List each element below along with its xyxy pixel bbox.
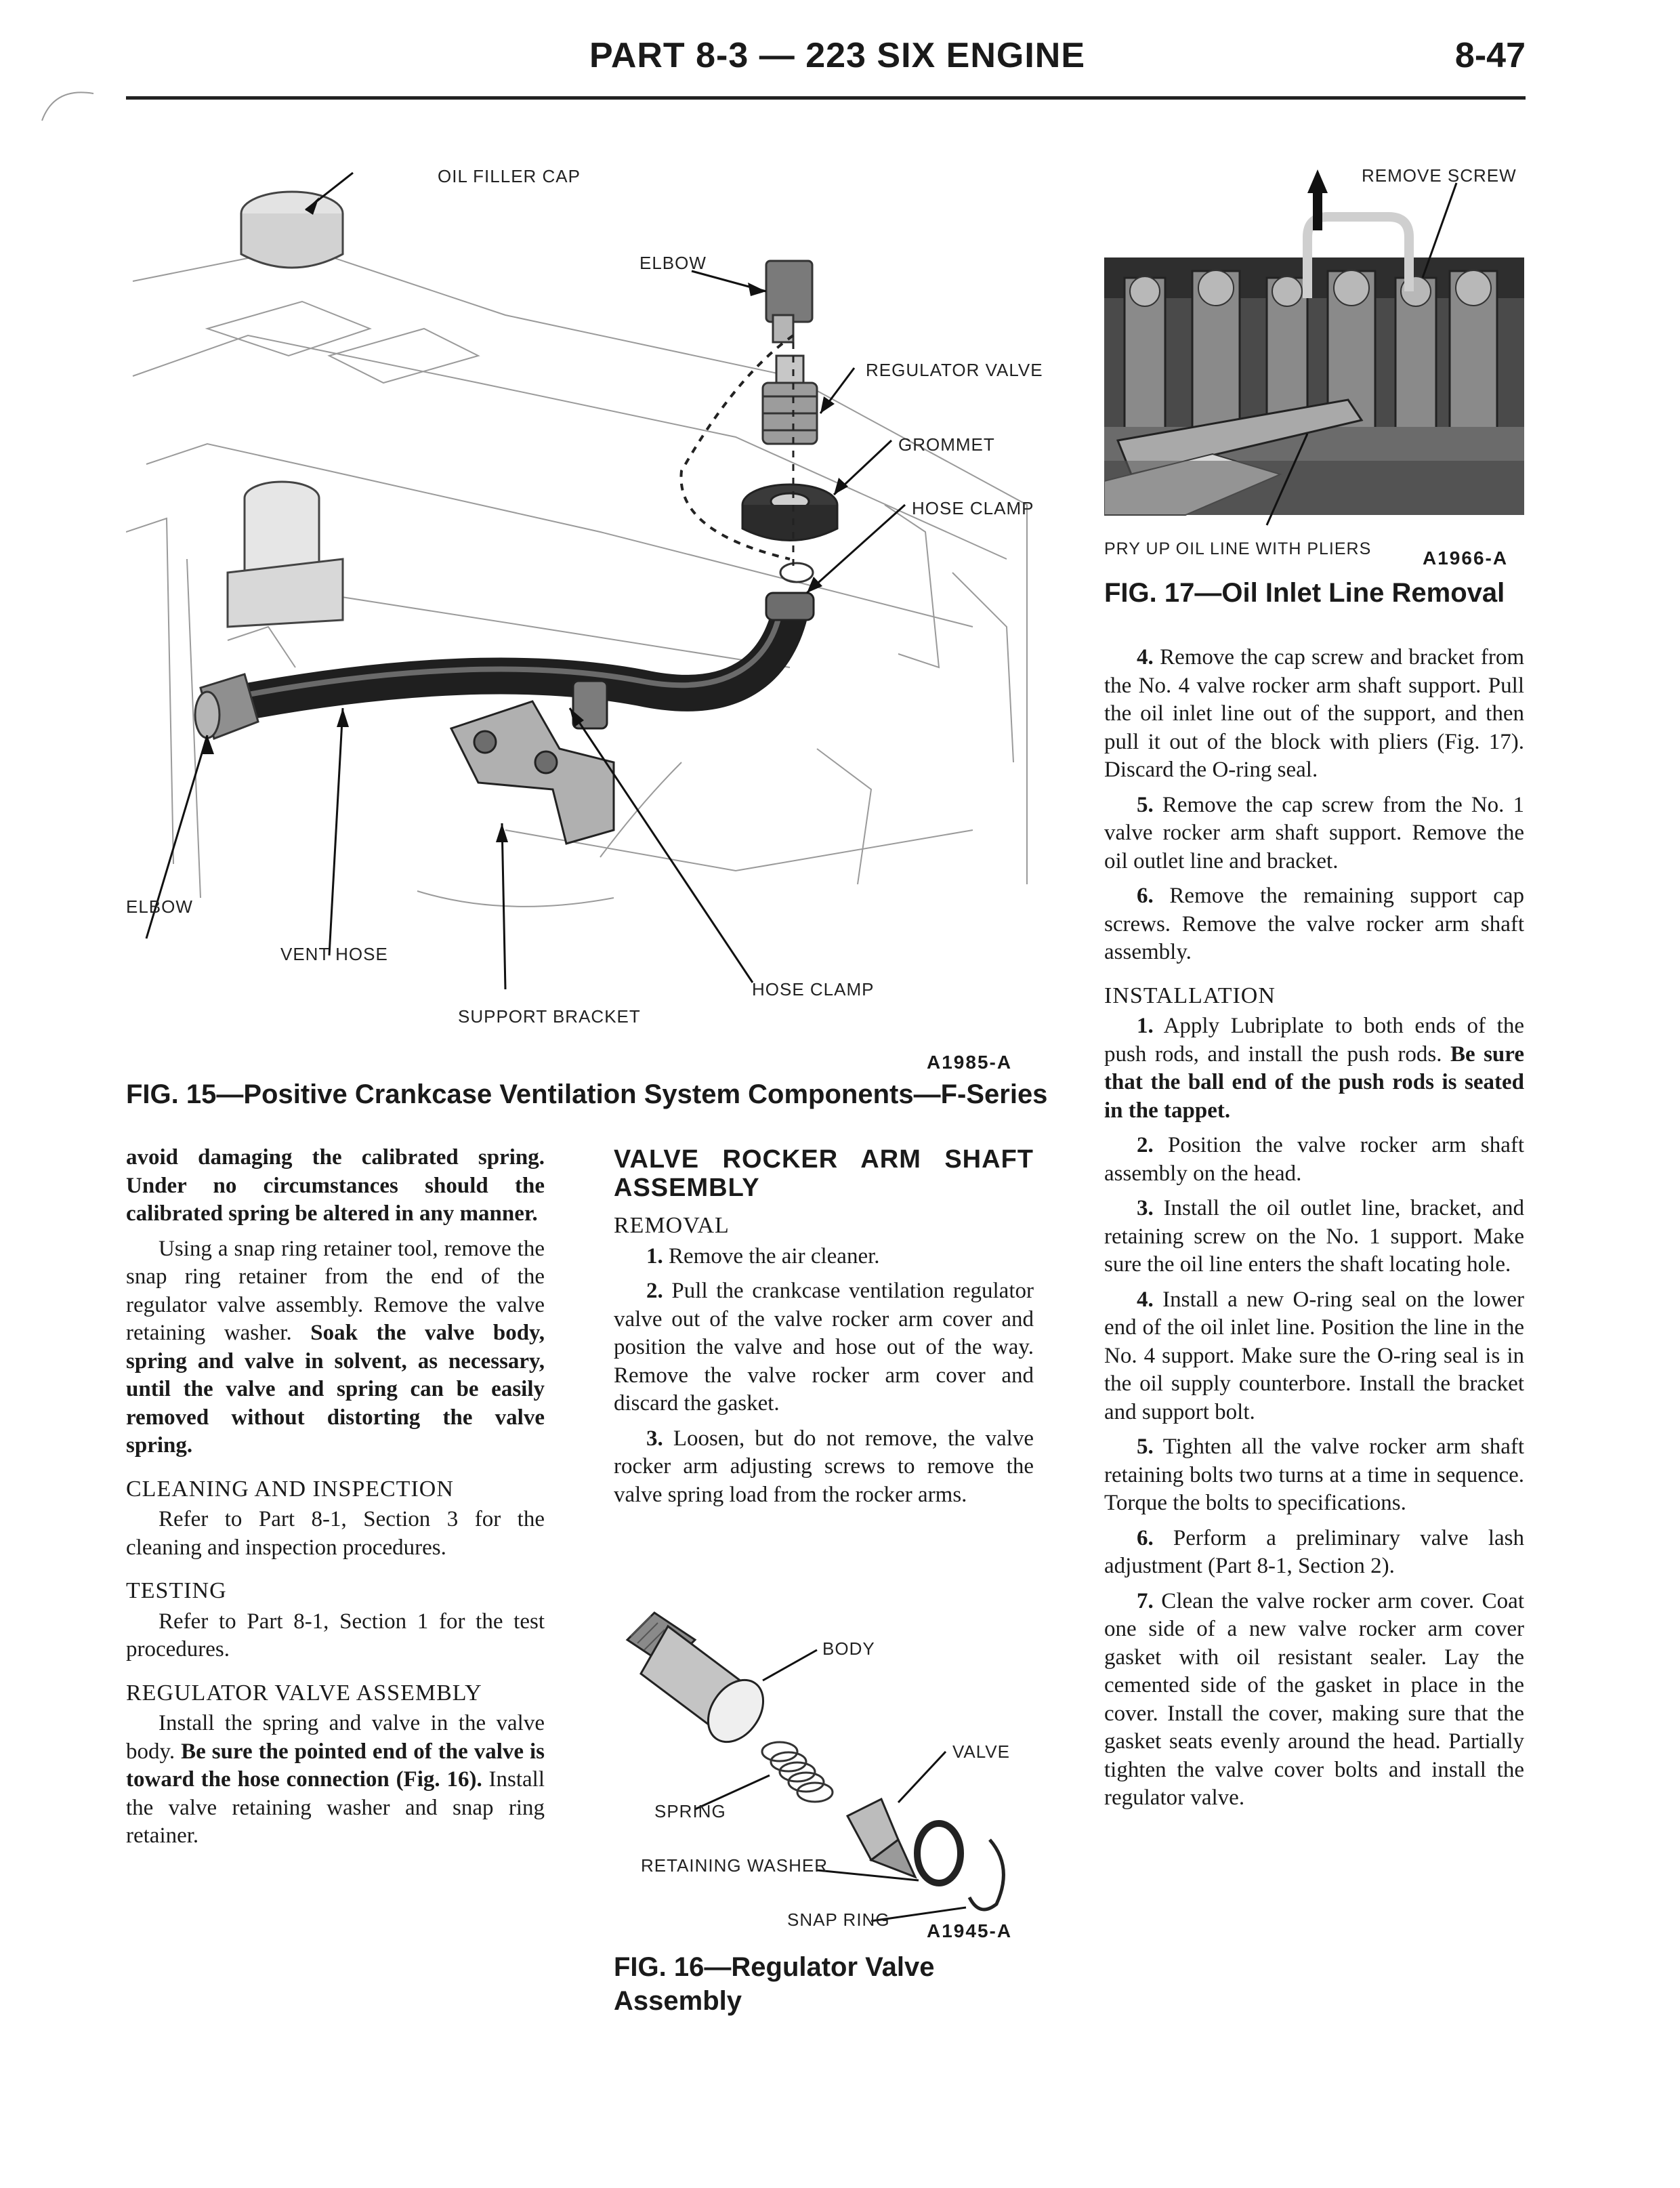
removal-step-6: 6. Remove the remaining support cap screws. Remove the valve rocker arm shaft assembly. xyxy=(1104,884,1524,964)
engine-pcv-drawing xyxy=(126,152,1054,1040)
install-step-6: 6. Perform a preliminary valve lash adjustment (Part 8-1, Section 2). xyxy=(1104,1525,1524,1578)
column-3-text xyxy=(1104,644,1524,1819)
snap-ring-paragraph: Using a snap ring retainer tool, remove the snap ring retainer from the end of the regulator valve assembly. Remove the valve retaining washer. Soak the valve body, spring and valve in solvent, as necessary, until the valve and spring can be easily removed without distorting the valve spring. xyxy=(126,1236,545,1458)
fig16-label-snap-ring: SNAP RING xyxy=(787,1910,890,1930)
removal-step-5: 5. Remove the cap screw from the No. 1 valve rocker arm shaft support. Remove the oil outlet line and bracket. xyxy=(1104,792,1524,873)
page-corner-curl xyxy=(41,81,95,122)
install-step-1: 1. Apply Lubriplate to both ends of the push rods, and install the push rods. Be sure that the ball end of the push rods is seated in the tappet. xyxy=(1104,1014,1524,1123)
fig16-label-body: BODY xyxy=(822,1638,875,1659)
page-header-title: PART 8-3 — 223 SIX ENGINE xyxy=(589,36,1086,75)
heading-regulator-valve-assembly: REGULATOR VALVE ASSEMBLY xyxy=(126,1680,482,1706)
install-step-3: 3. Install the oil outlet line, bracket, and retaining screw on the No. 1 support. Make sure the oil line enters the shaft locating hole. xyxy=(1104,1196,1524,1277)
fig15-label-elbow-left: ELBOW xyxy=(126,896,193,917)
fig17-label-remove-screw: REMOVE SCREW xyxy=(1362,165,1517,186)
fig15-label-hose-clamp-top: HOSE CLAMP xyxy=(912,498,1034,518)
fig15-label-grommet: GROMMET xyxy=(898,434,995,455)
heading-installation: INSTALLATION xyxy=(1104,983,1276,1008)
install-step-4: 4. Install a new O-ring seal on the lower end of the oil inlet line. Position the line in the No. 4 support. Make sure the O-ring seal is in the oil supply counterbore. Install the bracket and support bolt. xyxy=(1104,1287,1524,1424)
fig16-label-spring: SPRING xyxy=(654,1801,726,1821)
fig15-label-oil-filler-cap: OIL FILLER CAP xyxy=(438,166,581,186)
removal-step-2: 2. Pull the crankcase ventilation regulator valve out of the valve rocker arm cover and position the valve and hose out of the way. Remove the valve rocker arm cover and discard the gasket. xyxy=(614,1279,1034,1416)
fig15-label-regulator-valve: REGULATOR VALVE xyxy=(866,360,1043,380)
oil-line-photo xyxy=(1104,156,1524,562)
fig17-label-pry-up: PRY UP OIL LINE WITH PLIERS xyxy=(1104,539,1372,558)
removal-step-4: 4. Remove the cap screw and bracket from the No. 4 valve rocker arm shaft support. Pull the oil inlet line out of the support, and then pull it out of the block with pliers (Fig. 17). Discard the O-ring seal. xyxy=(1104,645,1524,782)
fig15-label-support-bracket: SUPPORT BRACKET xyxy=(458,1006,641,1027)
heading-testing: TESTING xyxy=(126,1578,227,1603)
regulator-paragraph: Install the spring and valve in the valve body. Be sure the pointed end of the valve is toward the hose connection (Fig. 16). Install the valve retaining washer and snap ring retainer. xyxy=(126,1711,545,1848)
intro-warning: avoid damaging the calibrated spring. Under no circumstances should the calibrated spring be altered in any manner. xyxy=(126,1145,545,1226)
fig15-label-hose-clamp-bottom: HOSE CLAMP xyxy=(752,979,875,999)
column-2-text xyxy=(614,1145,1034,1516)
install-step-7: 7. Clean the valve rocker arm cover. Coat one side of a new valve rocker arm cover gasket with oil resistant sealer. Lay the cemented side of the gasket in place in the cover. Install the cover, making sure that the gasket seats evenly around the head. Partially tighten the valve cover bolts and install the regulator valve. xyxy=(1104,1588,1524,1810)
fig15-label-elbow-top: ELBOW xyxy=(639,253,707,273)
fig15-illustration xyxy=(126,152,1054,1040)
fig15-label-vent-hose: VENT HOSE xyxy=(280,944,388,964)
heading-cleaning-inspection: CLEANING AND INSPECTION xyxy=(126,1476,454,1502)
fig16-code: A1945-A xyxy=(927,1920,1013,1941)
column-1-text xyxy=(126,1144,545,1857)
fig16-label-valve: VALVE xyxy=(952,1741,1010,1762)
removal-step-3: 3. Loosen, but do not remove, the valve rocker arm adjusting screws to remove the valve spring load from the rocker arms. xyxy=(614,1426,1034,1507)
fig16-illustration xyxy=(614,1599,1034,1938)
removal-step-1: 1. Remove the air cleaner. xyxy=(646,1243,880,1268)
cleaning-paragraph: Refer to Part 8-1, Section 3 for the cleaning and inspection procedures. xyxy=(126,1507,545,1560)
fig17-code: A1966-A xyxy=(1423,548,1509,569)
fig15-code: A1985-A xyxy=(927,1052,1013,1073)
fig16-label-retaining-washer: RETAINING WASHER xyxy=(641,1855,828,1876)
install-step-2: 2. Position the valve rocker arm shaft assembly on the head. xyxy=(1104,1133,1524,1186)
header-rule xyxy=(126,96,1526,100)
fig17-caption: FIG. 17—Oil Inlet Line Removal xyxy=(1104,578,1505,608)
testing-paragraph: Refer to Part 8-1, Section 1 for the test procedures. xyxy=(126,1609,545,1661)
fig15-caption: FIG. 15—Positive Crankcase Ventilation System Components—F-Series xyxy=(126,1079,1048,1109)
heading-valve-rocker-arm-shaft: VALVE ROCKER ARM SHAFT ASSEMBLY xyxy=(614,1145,1034,1202)
fig16-caption-line2: Assembly xyxy=(614,1986,742,2016)
fig17-illustration xyxy=(1104,156,1524,562)
heading-removal: REMOVAL xyxy=(614,1213,730,1238)
install-step-5: 5. Tighten all the valve rocker arm shaft retaining bolts two turns at a time in sequence. Torque the bolts to specifications. xyxy=(1104,1434,1524,1515)
fig16-caption-line1: FIG. 16—Regulator Valve xyxy=(614,1952,935,1982)
page-number: 8-47 xyxy=(1454,36,1526,75)
